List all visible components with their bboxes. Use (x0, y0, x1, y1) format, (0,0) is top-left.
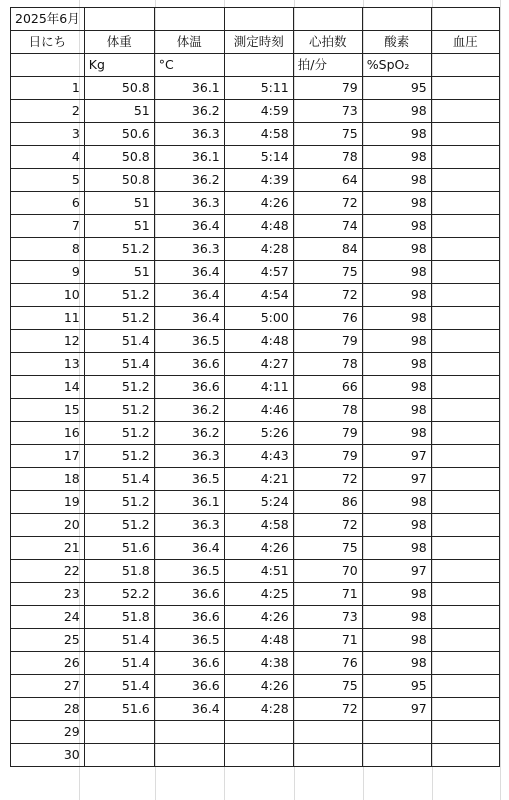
oxygen-cell[interactable]: 98 (362, 169, 431, 192)
blood-pressure-cell[interactable] (431, 721, 499, 744)
time-cell[interactable]: 4:26 (224, 606, 293, 629)
day-cell[interactable]: 9 (11, 261, 85, 284)
unit-measure-time[interactable] (224, 54, 293, 77)
time-cell[interactable]: 4:11 (224, 376, 293, 399)
oxygen-cell[interactable]: 98 (362, 330, 431, 353)
table-row (11, 744, 500, 767)
time-cell[interactable]: 4:59 (224, 100, 293, 123)
weight-cell[interactable]: 51 (84, 192, 154, 215)
oxygen-cell[interactable]: 98 (362, 146, 431, 169)
time-cell[interactable]: 4:26 (224, 537, 293, 560)
day-cell[interactable]: 3 (11, 123, 85, 146)
time-cell[interactable]: 4:26 (224, 192, 293, 215)
oxygen-cell[interactable]: 98 (362, 422, 431, 445)
blood-pressure-cell[interactable] (431, 284, 499, 307)
weight-cell[interactable]: 50.8 (84, 77, 154, 100)
unit-temperature[interactable]: °C (154, 54, 224, 77)
temperature-cell[interactable]: 36.6 (154, 353, 224, 376)
day-cell[interactable]: 5 (11, 169, 85, 192)
time-cell[interactable]: 5:24 (224, 491, 293, 514)
oxygen-cell[interactable]: 98 (362, 629, 431, 652)
temperature-cell[interactable] (154, 721, 224, 744)
blood-pressure-cell[interactable] (431, 468, 499, 491)
weight-cell[interactable]: 51.2 (84, 445, 154, 468)
oxygen-cell[interactable]: 98 (362, 307, 431, 330)
blood-pressure-cell[interactable] (431, 330, 499, 353)
temperature-cell[interactable]: 36.6 (154, 583, 224, 606)
unit-day[interactable] (11, 54, 85, 77)
pulse-cell[interactable]: 74 (293, 215, 362, 238)
empty-cell[interactable] (431, 8, 499, 31)
table-body (11, 8, 500, 767)
oxygen-cell[interactable]: 98 (362, 123, 431, 146)
oxygen-cell[interactable]: 98 (362, 652, 431, 675)
pulse-cell[interactable]: 72 (293, 284, 362, 307)
table-row (11, 238, 500, 261)
health-log-table (10, 7, 500, 767)
pulse-cell[interactable]: 72 (293, 468, 362, 491)
pulse-cell[interactable]: 72 (293, 514, 362, 537)
weight-cell[interactable]: 51.4 (84, 468, 154, 491)
oxygen-cell[interactable]: 98 (362, 514, 431, 537)
pulse-cell[interactable]: 72 (293, 192, 362, 215)
time-cell[interactable]: 4:48 (224, 629, 293, 652)
table-row (11, 721, 500, 744)
temperature-cell[interactable]: 36.1 (154, 491, 224, 514)
day-cell[interactable]: 17 (11, 445, 85, 468)
weight-cell[interactable]: 51.4 (84, 629, 154, 652)
day-cell[interactable]: 6 (11, 192, 85, 215)
weight-cell[interactable]: 51.6 (84, 698, 154, 721)
pulse-cell[interactable]: 86 (293, 491, 362, 514)
temperature-cell[interactable]: 36.3 (154, 445, 224, 468)
table-row (11, 491, 500, 514)
unit-oxygen[interactable]: %SpO₂ (362, 54, 431, 77)
pulse-cell[interactable]: 79 (293, 330, 362, 353)
day-cell[interactable]: 27 (11, 675, 85, 698)
day-cell[interactable]: 7 (11, 215, 85, 238)
blood-pressure-cell[interactable] (431, 100, 499, 123)
day-cell[interactable]: 20 (11, 514, 85, 537)
weight-cell[interactable]: 50.8 (84, 169, 154, 192)
weight-cell[interactable]: 52.2 (84, 583, 154, 606)
weight-cell[interactable]: 51 (84, 100, 154, 123)
oxygen-cell[interactable]: 95 (362, 77, 431, 100)
time-cell[interactable]: 4:48 (224, 330, 293, 353)
day-cell[interactable]: 8 (11, 238, 85, 261)
table-row (11, 468, 500, 491)
day-cell[interactable]: 14 (11, 376, 85, 399)
day-cell[interactable]: 24 (11, 606, 85, 629)
day-cell[interactable]: 12 (11, 330, 85, 353)
table-row (11, 123, 500, 146)
unit-blood-pressure[interactable] (431, 54, 499, 77)
oxygen-cell[interactable]: 98 (362, 238, 431, 261)
weight-cell[interactable]: 51.8 (84, 560, 154, 583)
table-row (11, 169, 500, 192)
pulse-cell[interactable]: 75 (293, 261, 362, 284)
oxygen-cell[interactable]: 98 (362, 606, 431, 629)
temperature-cell[interactable]: 36.1 (154, 77, 224, 100)
day-cell[interactable]: 13 (11, 353, 85, 376)
day-cell[interactable]: 16 (11, 422, 85, 445)
temperature-cell[interactable]: 36.6 (154, 652, 224, 675)
empty-cell[interactable] (293, 8, 362, 31)
blood-pressure-cell[interactable] (431, 445, 499, 468)
oxygen-cell[interactable]: 98 (362, 192, 431, 215)
blood-pressure-cell[interactable] (431, 560, 499, 583)
temperature-cell[interactable]: 36.4 (154, 261, 224, 284)
blood-pressure-cell[interactable] (431, 307, 499, 330)
table-row (11, 307, 500, 330)
oxygen-cell[interactable]: 98 (362, 261, 431, 284)
blood-pressure-cell[interactable] (431, 583, 499, 606)
day-cell[interactable]: 2 (11, 100, 85, 123)
pulse-cell[interactable]: 70 (293, 560, 362, 583)
time-cell[interactable]: 4:28 (224, 238, 293, 261)
header-day[interactable]: 日にち (11, 31, 85, 54)
table-row (11, 629, 500, 652)
header-blood-pressure[interactable]: 血圧 (431, 31, 499, 54)
table-row (11, 146, 500, 169)
empty-cell[interactable] (224, 8, 293, 31)
blood-pressure-cell[interactable] (431, 192, 499, 215)
oxygen-cell[interactable]: 95 (362, 675, 431, 698)
blood-pressure-cell[interactable] (431, 744, 499, 767)
empty-cell[interactable] (154, 8, 224, 31)
blood-pressure-cell[interactable] (431, 238, 499, 261)
weight-cell[interactable]: 51.2 (84, 307, 154, 330)
oxygen-cell[interactable]: 98 (362, 583, 431, 606)
temperature-cell[interactable]: 36.3 (154, 238, 224, 261)
month-cell[interactable]: 2025年6月 (11, 8, 85, 31)
weight-cell[interactable]: 51.2 (84, 399, 154, 422)
time-cell[interactable]: 4:58 (224, 514, 293, 537)
day-cell[interactable]: 28 (11, 698, 85, 721)
day-cell[interactable]: 25 (11, 629, 85, 652)
pulse-cell[interactable]: 66 (293, 376, 362, 399)
title-row (11, 8, 500, 31)
temperature-cell[interactable]: 36.2 (154, 422, 224, 445)
pulse-cell[interactable]: 78 (293, 399, 362, 422)
pulse-cell[interactable]: 84 (293, 238, 362, 261)
pulse-cell[interactable] (293, 744, 362, 767)
pulse-cell[interactable]: 72 (293, 698, 362, 721)
temperature-cell[interactable]: 36.4 (154, 284, 224, 307)
weight-cell[interactable]: 51.2 (84, 238, 154, 261)
oxygen-cell[interactable] (362, 744, 431, 767)
weight-cell[interactable]: 51.2 (84, 491, 154, 514)
oxygen-cell[interactable]: 98 (362, 353, 431, 376)
header-pulse[interactable]: 心拍数 (293, 31, 362, 54)
temperature-cell[interactable]: 36.4 (154, 698, 224, 721)
weight-cell[interactable]: 51.2 (84, 514, 154, 537)
pulse-cell[interactable]: 79 (293, 422, 362, 445)
pulse-cell[interactable]: 73 (293, 606, 362, 629)
day-cell[interactable]: 21 (11, 537, 85, 560)
header-oxygen[interactable]: 酸素 (362, 31, 431, 54)
table-row (11, 330, 500, 353)
pulse-cell[interactable]: 78 (293, 353, 362, 376)
empty-cell[interactable] (362, 8, 431, 31)
weight-cell[interactable]: 51.4 (84, 652, 154, 675)
table-row (11, 583, 500, 606)
time-cell[interactable]: 5:26 (224, 422, 293, 445)
table-row (11, 215, 500, 238)
time-cell[interactable]: 4:51 (224, 560, 293, 583)
blood-pressure-cell[interactable] (431, 606, 499, 629)
pulse-cell[interactable]: 75 (293, 537, 362, 560)
oxygen-cell[interactable] (362, 721, 431, 744)
day-cell[interactable]: 15 (11, 399, 85, 422)
unit-pulse[interactable]: 拍/分 (293, 54, 362, 77)
oxygen-cell[interactable]: 98 (362, 537, 431, 560)
pulse-cell[interactable]: 79 (293, 77, 362, 100)
oxygen-cell[interactable]: 98 (362, 100, 431, 123)
temperature-cell[interactable]: 36.3 (154, 192, 224, 215)
blood-pressure-cell[interactable] (431, 215, 499, 238)
time-cell[interactable]: 4:27 (224, 353, 293, 376)
time-cell[interactable]: 4:28 (224, 698, 293, 721)
oxygen-cell[interactable]: 98 (362, 491, 431, 514)
time-cell[interactable]: 4:39 (224, 169, 293, 192)
temperature-cell[interactable]: 36.5 (154, 629, 224, 652)
oxygen-cell[interactable]: 97 (362, 468, 431, 491)
day-cell[interactable]: 29 (11, 721, 85, 744)
time-cell[interactable]: 4:25 (224, 583, 293, 606)
time-cell[interactable]: 5:00 (224, 307, 293, 330)
weight-cell[interactable]: 51.4 (84, 330, 154, 353)
weight-cell[interactable]: 51 (84, 261, 154, 284)
temperature-cell[interactable]: 36.4 (154, 307, 224, 330)
blood-pressure-cell[interactable] (431, 675, 499, 698)
blood-pressure-cell[interactable] (431, 399, 499, 422)
time-cell[interactable]: 4:48 (224, 215, 293, 238)
blood-pressure-cell[interactable] (431, 422, 499, 445)
temperature-cell[interactable]: 36.6 (154, 606, 224, 629)
table-row (11, 537, 500, 560)
table-row (11, 353, 500, 376)
blood-pressure-cell[interactable] (431, 491, 499, 514)
weight-cell[interactable] (84, 721, 154, 744)
table-row (11, 284, 500, 307)
blood-pressure-cell[interactable] (431, 169, 499, 192)
blood-pressure-cell[interactable] (431, 77, 499, 100)
table-row (11, 606, 500, 629)
day-cell[interactable]: 1 (11, 77, 85, 100)
temperature-cell[interactable]: 36.5 (154, 560, 224, 583)
day-cell[interactable]: 19 (11, 491, 85, 514)
weight-cell[interactable]: 51.2 (84, 284, 154, 307)
day-cell[interactable]: 10 (11, 284, 85, 307)
day-cell[interactable]: 23 (11, 583, 85, 606)
header-temperature[interactable]: 体温 (154, 31, 224, 54)
header-row (11, 31, 500, 54)
day-cell[interactable]: 18 (11, 468, 85, 491)
oxygen-cell[interactable]: 97 (362, 560, 431, 583)
pulse-cell[interactable]: 75 (293, 123, 362, 146)
day-cell[interactable]: 30 (11, 744, 85, 767)
table-row (11, 100, 500, 123)
weight-cell[interactable]: 51.2 (84, 422, 154, 445)
temperature-cell[interactable]: 36.5 (154, 330, 224, 353)
blood-pressure-cell[interactable] (431, 514, 499, 537)
empty-cell[interactable] (84, 8, 154, 31)
temperature-cell[interactable]: 36.2 (154, 399, 224, 422)
temperature-cell[interactable]: 36.6 (154, 675, 224, 698)
pulse-cell[interactable]: 76 (293, 307, 362, 330)
time-cell[interactable]: 5:14 (224, 146, 293, 169)
oxygen-cell[interactable]: 98 (362, 399, 431, 422)
time-cell[interactable]: 4:46 (224, 399, 293, 422)
oxygen-cell[interactable]: 97 (362, 698, 431, 721)
pulse-cell[interactable]: 73 (293, 100, 362, 123)
temperature-cell[interactable]: 36.2 (154, 100, 224, 123)
blood-pressure-cell[interactable] (431, 261, 499, 284)
pulse-cell[interactable]: 75 (293, 675, 362, 698)
pulse-cell[interactable]: 71 (293, 629, 362, 652)
pulse-cell[interactable] (293, 721, 362, 744)
weight-cell[interactable]: 50.6 (84, 123, 154, 146)
time-cell[interactable]: 5:11 (224, 77, 293, 100)
temperature-cell[interactable]: 36.5 (154, 468, 224, 491)
blood-pressure-cell[interactable] (431, 123, 499, 146)
blood-pressure-cell[interactable] (431, 652, 499, 675)
pulse-cell[interactable]: 76 (293, 652, 362, 675)
time-cell[interactable]: 4:26 (224, 675, 293, 698)
weight-cell[interactable]: 51.2 (84, 376, 154, 399)
table-row (11, 399, 500, 422)
oxygen-cell[interactable]: 98 (362, 215, 431, 238)
table-row (11, 560, 500, 583)
table-row (11, 422, 500, 445)
header-measure-time[interactable]: 測定時刻 (224, 31, 293, 54)
blood-pressure-cell[interactable] (431, 537, 499, 560)
temperature-cell[interactable]: 36.3 (154, 514, 224, 537)
table-row (11, 77, 500, 100)
blood-pressure-cell[interactable] (431, 376, 499, 399)
day-cell[interactable]: 4 (11, 146, 85, 169)
temperature-cell[interactable]: 36.2 (154, 169, 224, 192)
unit-row (11, 54, 500, 77)
day-cell[interactable]: 22 (11, 560, 85, 583)
weight-cell[interactable]: 51.4 (84, 675, 154, 698)
time-cell[interactable] (224, 721, 293, 744)
table-row (11, 698, 500, 721)
oxygen-cell[interactable]: 98 (362, 284, 431, 307)
blood-pressure-cell[interactable] (431, 629, 499, 652)
time-cell[interactable]: 4:38 (224, 652, 293, 675)
time-cell[interactable]: 4:57 (224, 261, 293, 284)
table-row (11, 192, 500, 215)
temperature-cell[interactable]: 36.1 (154, 146, 224, 169)
time-cell[interactable] (224, 744, 293, 767)
time-cell[interactable]: 4:43 (224, 445, 293, 468)
temperature-cell[interactable] (154, 744, 224, 767)
weight-cell[interactable]: 51.4 (84, 353, 154, 376)
day-cell[interactable]: 26 (11, 652, 85, 675)
pulse-cell[interactable]: 79 (293, 445, 362, 468)
day-cell[interactable]: 11 (11, 307, 85, 330)
time-cell[interactable]: 4:58 (224, 123, 293, 146)
temperature-cell[interactable]: 36.4 (154, 537, 224, 560)
oxygen-cell[interactable]: 97 (362, 445, 431, 468)
blood-pressure-cell[interactable] (431, 698, 499, 721)
temperature-cell[interactable]: 36.6 (154, 376, 224, 399)
table-row (11, 445, 500, 468)
table-row (11, 514, 500, 537)
weight-cell[interactable]: 50.8 (84, 146, 154, 169)
header-weight[interactable]: 体重 (84, 31, 154, 54)
blood-pressure-cell[interactable] (431, 353, 499, 376)
sheet-gridline (500, 0, 501, 800)
table-row (11, 652, 500, 675)
time-cell[interactable]: 4:21 (224, 468, 293, 491)
weight-cell[interactable] (84, 744, 154, 767)
pulse-cell[interactable]: 71 (293, 583, 362, 606)
weight-cell[interactable]: 51 (84, 215, 154, 238)
oxygen-cell[interactable]: 98 (362, 376, 431, 399)
blood-pressure-cell[interactable] (431, 146, 499, 169)
pulse-cell[interactable]: 78 (293, 146, 362, 169)
temperature-cell[interactable]: 36.3 (154, 123, 224, 146)
temperature-cell[interactable]: 36.4 (154, 215, 224, 238)
table-row (11, 675, 500, 698)
weight-cell[interactable]: 51.6 (84, 537, 154, 560)
time-cell[interactable]: 4:54 (224, 284, 293, 307)
weight-cell[interactable]: 51.8 (84, 606, 154, 629)
table-row (11, 261, 500, 284)
pulse-cell[interactable]: 64 (293, 169, 362, 192)
table-row (11, 376, 500, 399)
unit-weight[interactable]: Kg (84, 54, 154, 77)
